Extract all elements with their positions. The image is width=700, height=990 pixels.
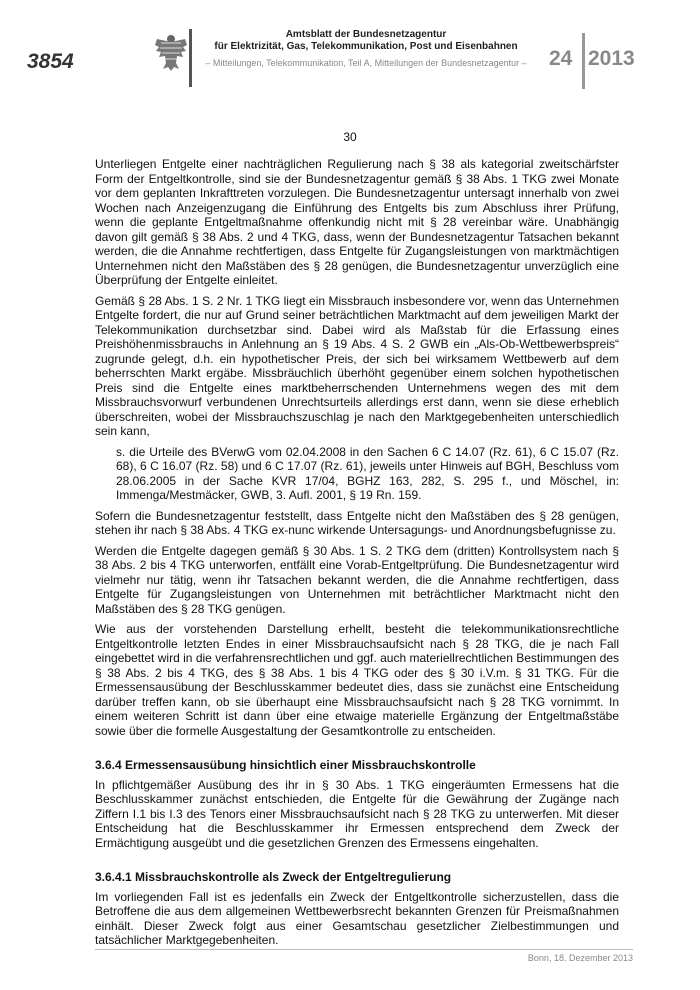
issue-year: 2013 <box>588 47 635 70</box>
paragraph: Unterliegen Entgelte einer nachträglichen Regulierung nach § 38 als kategorial zweitschärfster Form der Entgeltkontrolle, sind sie der Bundesnetzagentur gemäß § 38 Abs. 1 TKG zwei Monate vor dem geplanten Inkrafttreten vorzulegen. Die Bundesnetzagentur untersagt innerhalb von zwei Wochen nach Anzeigenzugang die Einführung des Entgelts bis zum Abschluss ihrer Prüfung, wenn die geplante Entgeltmaßnahme offenkundig nicht mit § 28 vereinbar wäre. Unabhängig davon gilt gemäß § 38 Abs. 2 und 4 TKG, dass, wenn der Bundesnetzagentur Tatsachen bekannt werden, die die Annahme rechtfertigen, dass Entgelte für Zugangsleistungen von marktmächtigen Unternehmen nicht den Maßstäben des § 28 genügen, die Bundesnetzagentur unverzüglich eine Überprüfung der Entgelte einleitet. <box>95 157 619 287</box>
section-heading: 3.6.4 Ermessensausübung hinsichtlich einer Missbrauchskontrolle <box>95 758 476 772</box>
paragraph: Wie aus der vorstehenden Darstellung erhellt, besteht die telekommunikationsrechtliche Entgeltkontrolle letzten Endes in einer Missbrauchsaufsicht nach § 28 TKG, die je nach Fall eingebettet wird in die verfahrensrechtlichen und ggf. auch materiellrechtlichen Bestimmungen des § 38 Abs. 2 bis 4 TKG, des § 38 Abs. 1 bis 4 TKG oder des § 30 i.V.m. § 31 TKG. Für die Ermessensausübung der Beschlusskammer bedeutet dies, dass sie zunächst eine Entscheidung darüber treffen kann, ob sie überhaupt eine Missbrauchsaufsicht nach § 28 TKG vornimmt. In einem weiteren Schritt ist dann über eine etwaige materielle Ergänzung der Entgeltmaßstäbe sowie über die formelle Ausgestaltung der Gesamtkontrolle zu entscheiden. <box>95 622 619 738</box>
paragraph: Sofern die Bundesnetzagentur feststellt, dass Entgelte nicht den Maßstäben des § 28 genügen, stehen ihr nach § 38 Abs. 4 TKG ex-nunc wirkende Untersagungs- und Anordnungsbefugnisse zu. <box>95 508 619 537</box>
page-header <box>0 0 700 95</box>
journal-subtitle: – Mitteilungen, Telekommunikation, Teil A, Mitteilungen der Bundesnetzagentur – <box>205 58 527 68</box>
journal-title-line1: Amtsblatt der Bundesnetzagentur <box>285 29 447 40</box>
subsection-heading: 3.6.4.1 Missbrauchskontrolle als Zweck der Entgeltregulierung <box>95 870 452 884</box>
footer-divider <box>95 949 633 950</box>
federal-eagle-icon <box>153 33 189 73</box>
paragraph: Gemäß § 28 Abs. 1 S. 2 Nr. 1 TKG liegt ein Missbrauch insbesondere vor, wenn das Unternehmen Entgelte fordert, die nur auf Grund seiner beträchtlichen Marktmacht auf dem jeweiligen Markt der Telekommunikation durchsetzbar sind. Dabei wird als Maßstab für die Erfassung eines Preishöhenmissbrauchs in Anlehnung an § 19 Abs. 4 S. 2 GWB ein „Als-Ob-Wettbewerbspreis“ zugrunde gelegt, d.h. ein hypothetischer Preis, der sich bei wirksamem Wettbewerb auf dem beherrschten Markt ergäbe. Missbräuchlich überhöht gegenüber einem solchen hypothetischen Preis sind die Entgelte eines marktbeherrschenden Unternehmens wegen des mit dem Missbrauchsvorwurf verbundenen Unrechtsurteils allerdings erst dann, wenn sie diese erheblich überschreiten, wobei der Missbrauchszuschlag je nach den Marktgegebenheiten unterschiedlich sein kann, <box>95 293 619 438</box>
page-number: 3854 <box>27 50 74 73</box>
header-divider <box>189 29 192 87</box>
body-text <box>95 157 619 954</box>
issue-divider <box>582 33 585 89</box>
paragraph: Werden die Entgelte dagegen gemäß § 30 Abs. 1 S. 2 TKG dem (dritten) Kontrollsystem nach § 38 Abs. 2 bis 4 TKG unterworfen, entfällt eine Vorab-Entgeltprüfung. Die Bundesnetzagentur wird vielmehr nur tätig, wenn ihr Tatsachen bekannt werden, die die Annahme rechtfertigen, dass Entgelte für Zugangsleistungen von Unternehmen mit beträchtlicher Marktmacht nicht den Maßstäben des § 28 TKG genügen. <box>95 543 619 616</box>
journal-title-line2: für Elektrizität, Gas, Telekommunikation, Post und Eisenbahnen <box>214 41 518 52</box>
issue-number: 24 <box>549 47 573 70</box>
paragraph: Im vorliegenden Fall ist es jedenfalls ein Zweck der Entgeltkontrolle sicherzustellen, dass die Betroffene die aus dem allgemeinen Wettbewerbsrecht bekannten Grenzen für Preismaßnahmen einhält. Dieser Zweck folgt aus einer Gesamtschau gesetzlicher Zielbestimmungen und tatsächlicher Marktgegebenheiten. <box>95 889 619 947</box>
document-page-number: 30 <box>343 130 357 144</box>
journal-title <box>196 29 536 53</box>
citation-paragraph: s. die Urteile des BVerwG vom 02.04.2008 in den Sachen 6 C 14.07 (Rz. 61), 6 C 15.07 (Rz. 68), 6 C 16.07 (Rz. 58) und 6 C 17.07 (Rz. 61), jeweils unter Hinweis auf BGH, Beschluss vom 28.06.2005 in der Sache KVR 17/04, BGHZ 163, 282, S. 295 f., und Möschel, in: Immenga/Mestmäcker, GWB, 3. Aufl. 2001, § 19 Rn. 159. <box>116 444 619 502</box>
footer-place-date: Bonn, 18. Dezember 2013 <box>527 953 633 963</box>
paragraph: In pflichtgemäßer Ausübung des ihr in § 30 Abs. 1 TKG eingeräumten Ermessens hat die Beschlusskammer zunächst entschieden, die Entgelte für die Gewährung der Zugänge nach Ziffern I.1 bis I.3 des Tenors einer Missbrauchsaufsicht nach § 28 TKG zu unterwerfen. Mit dieser Entscheidung hat die Beschlusskammer ihr Ermessen entsprechend dem Zweck der Ermächtigung ausgeübt und die gesetzlichen Grenzen des Ermessens eingehalten. <box>95 777 619 850</box>
